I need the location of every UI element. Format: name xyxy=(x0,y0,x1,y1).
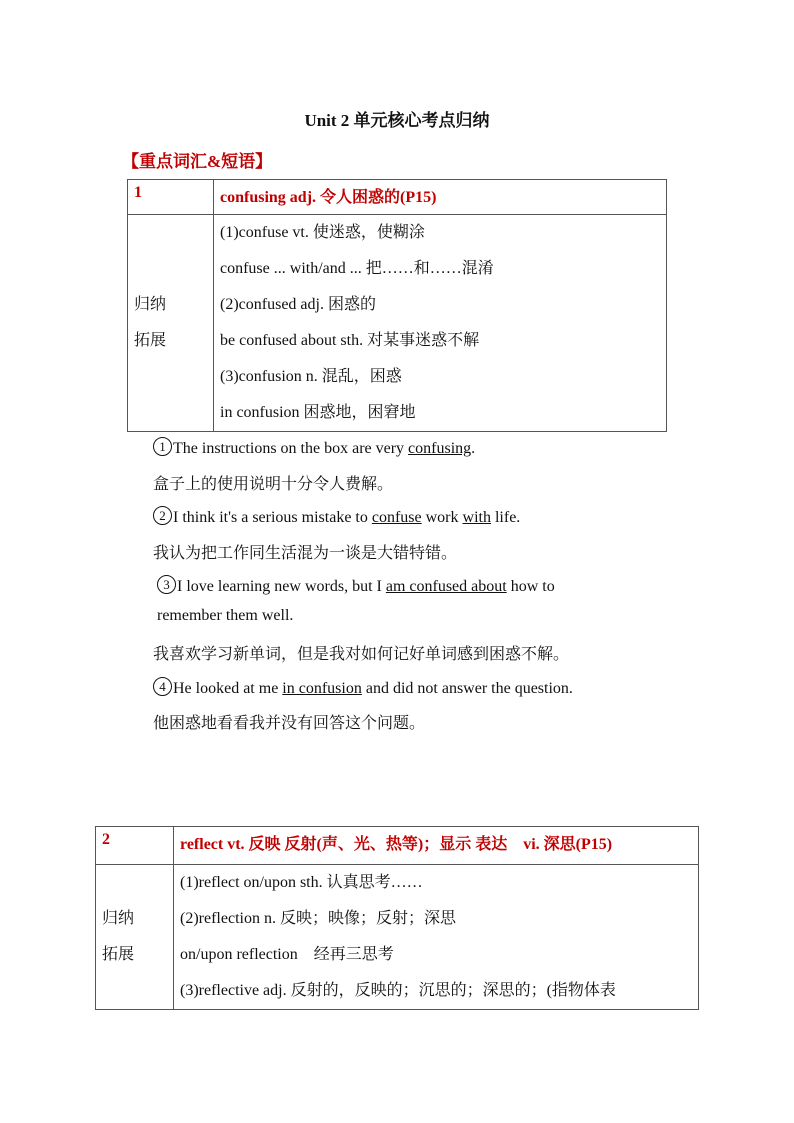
example-translation: 我喜欢学习新单词，但是我对如何记好单词感到困惑不解。 xyxy=(153,646,570,663)
entry-body-row xyxy=(96,865,699,1010)
example-sentence: 2 I think it's a serious mistake to confuse work with life. xyxy=(153,506,520,527)
entry-body-row xyxy=(128,215,667,432)
example-sentence-continuation: remember them well. xyxy=(157,607,294,624)
category-label: 拓展 xyxy=(102,946,135,963)
circled-number: 3 xyxy=(157,575,176,594)
expansion-line: in confusion 困惑地，困窘地 xyxy=(220,404,416,421)
category-cell xyxy=(128,215,214,432)
expansion-cell xyxy=(174,865,699,1010)
expansion-line: (2)reflection n. 反映；映像；反射；深思 xyxy=(180,910,456,927)
category-label: 归纳 xyxy=(134,296,167,313)
circled-number: 4 xyxy=(153,677,172,696)
example-translation: 盒子上的使用说明十分令人费解。 xyxy=(153,476,394,493)
entry-number: 2 xyxy=(102,831,110,848)
category-label: 拓展 xyxy=(134,332,167,349)
circled-number: 1 xyxy=(153,437,172,456)
expansion-line: (2)confused adj. 困惑的 xyxy=(220,296,376,313)
circled-number: 2 xyxy=(153,506,172,525)
entry-number: 1 xyxy=(134,184,142,201)
example-translation: 我认为把工作同生活混为一谈是大错特错。 xyxy=(153,545,458,562)
example-sentence: 1 The instructions on the box are very confusing. xyxy=(153,437,475,458)
expansion-line: (1)confuse vt. 使迷惑，使糊涂 xyxy=(220,224,425,241)
expansion-line: (1)reflect on/upon sth. 认真思考…… xyxy=(180,874,423,891)
expansion-line: (3)reflective adj. 反射的，反映的；沉思的；深思的；(指物体表 xyxy=(180,982,616,999)
entry-table-2 xyxy=(95,826,699,1010)
category-cell xyxy=(96,865,174,1010)
entry-headword: confusing adj. 令人困惑的(P15) xyxy=(220,189,437,206)
expansion-line: on/upon reflection 经再三思考 xyxy=(180,946,394,963)
example-translation: 他困惑地看看我并没有回答这个问题。 xyxy=(153,715,426,732)
expansion-line: confuse ... with/and ... 把……和……混淆 xyxy=(220,260,494,277)
example-sentence: 4 He looked at me in confusion and did not answer the question. xyxy=(153,677,573,698)
expansion-line: (3)confusion n. 混乱，困惑 xyxy=(220,368,402,385)
section-heading: 【重点词汇&短语】 xyxy=(122,152,273,171)
entry-header-row xyxy=(96,827,699,865)
expansion-line: be confused about sth. 对某事迷惑不解 xyxy=(220,332,480,349)
entry-header-row xyxy=(128,180,667,215)
expansion-cell xyxy=(214,215,667,432)
entry-table-1 xyxy=(127,179,667,432)
entry-headword: reflect vt. 反映 反射(声、光、热等)；显示 表达 vi. 深思(P15) xyxy=(180,836,613,853)
category-label: 归纳 xyxy=(102,910,135,927)
example-sentence: 3 I love learning new words, but I am confused about how to xyxy=(157,575,555,596)
page-title: Unit 2 单元核心考点归纳 xyxy=(304,111,490,130)
